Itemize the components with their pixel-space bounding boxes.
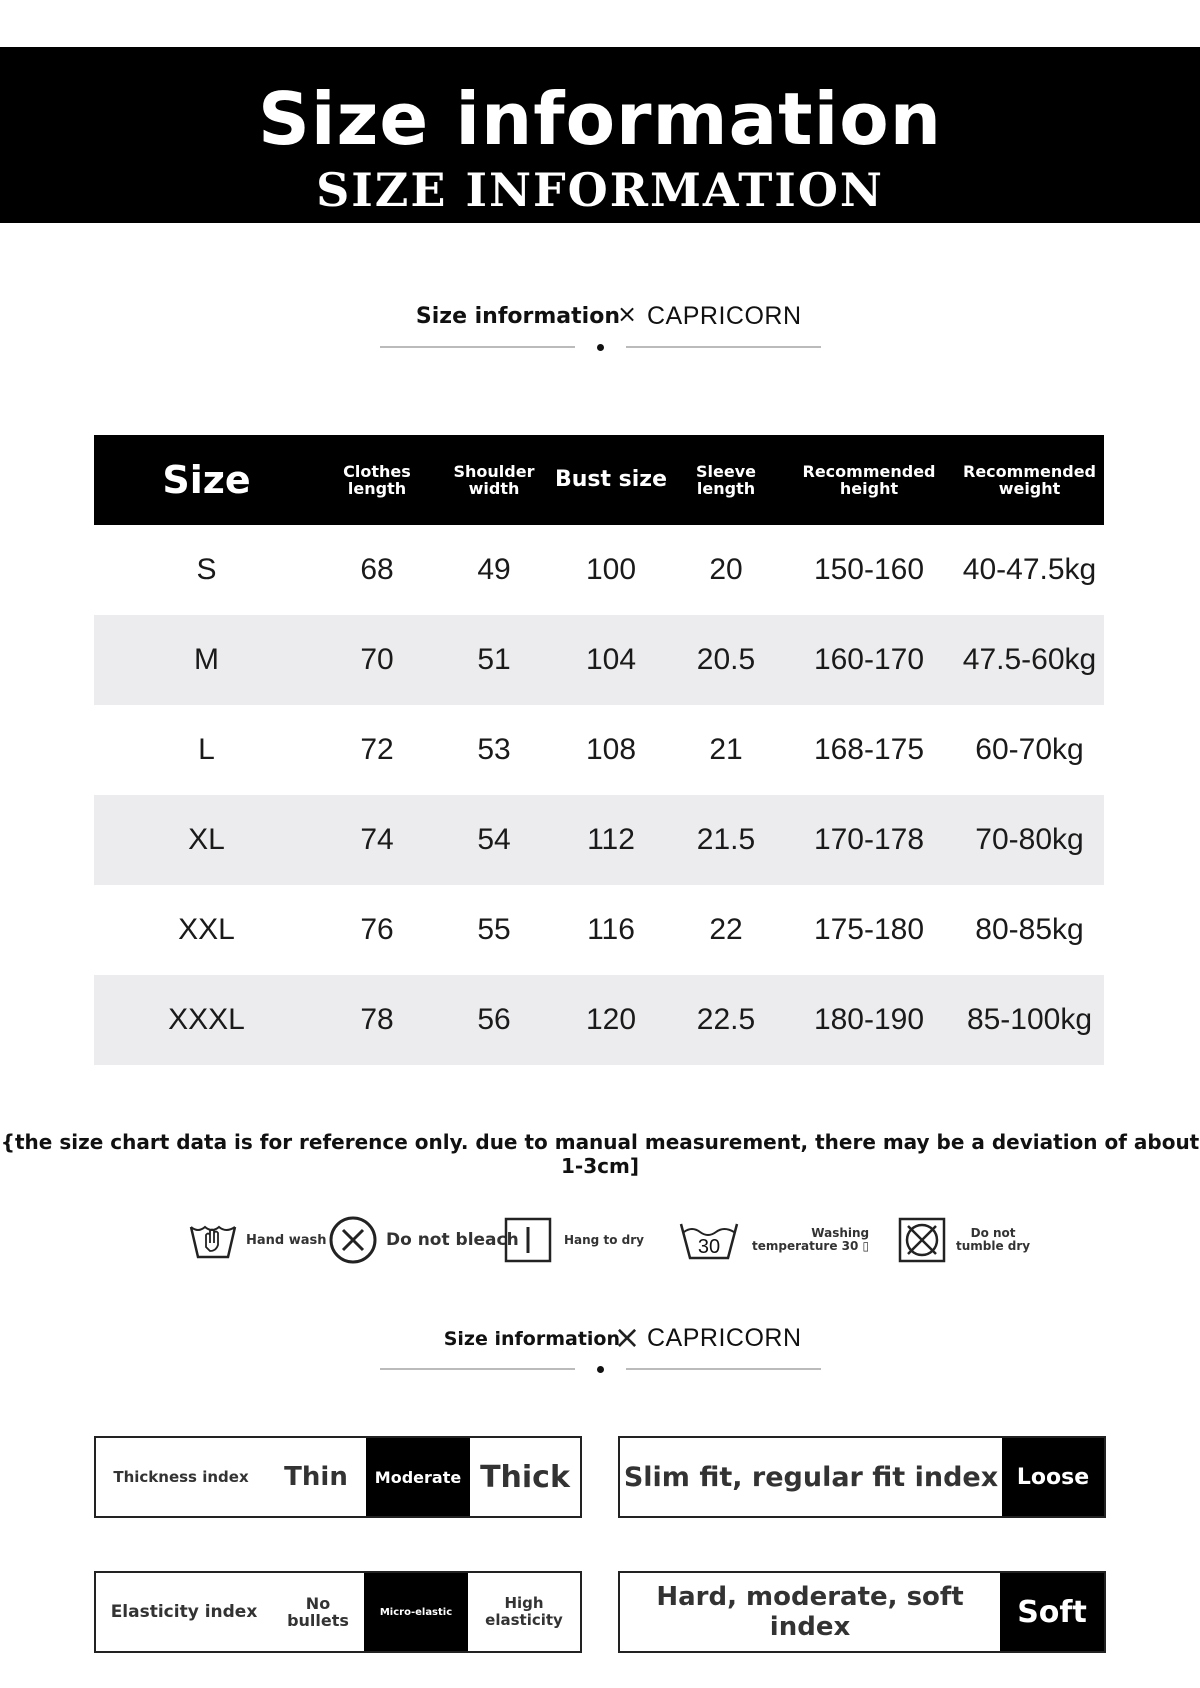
table-row [94, 885, 1104, 975]
table-row [94, 795, 1104, 885]
table-cell: XXL [178, 913, 235, 946]
divider-line-right [626, 1368, 821, 1370]
wash-temp-line2: temperature 30 ▯ [752, 1239, 870, 1253]
table-cell: 21 [709, 733, 743, 766]
divider-dot [597, 1366, 604, 1373]
banner-title: Size information [257, 77, 942, 161]
section-heading-right: CAPRICORN [647, 302, 802, 330]
header-banner [0, 47, 1200, 223]
table-row [94, 975, 1104, 1065]
section-heading-sep: × [616, 300, 638, 328]
thickness-option-moderate: Moderate [366, 1438, 470, 1516]
table-cell: 68 [360, 553, 394, 586]
table-row [94, 705, 1104, 795]
section-heading-left: Size information [443, 1328, 620, 1350]
table-cell: 104 [585, 643, 637, 676]
do-not-bleach-icon [328, 1215, 378, 1265]
care-hand-wash [188, 1210, 327, 1270]
care-wash-30 [678, 1210, 869, 1270]
table-cell: 22 [709, 913, 743, 946]
no-tumble-line1: Do not [970, 1226, 1016, 1240]
table-cell: 54 [477, 823, 511, 856]
do-not-tumble-dry-icon [898, 1217, 946, 1263]
measurement-note: {the size chart data is for reference only. due to manual measurement, there may be a deviation of about 1-3cm] [0, 1130, 1200, 1178]
table-cell: 72 [360, 733, 394, 766]
wash-30-icon [678, 1218, 740, 1262]
hand-wash-icon [188, 1217, 238, 1263]
header-clothes-length: Clothes length [343, 462, 411, 498]
banner-subtitle: SIZE INFORMATION [316, 163, 884, 217]
table-cell: 55 [477, 913, 511, 946]
section-heading-sep: × [613, 1318, 641, 1356]
hang-to-dry-icon [504, 1217, 552, 1263]
table-cell: 51 [477, 643, 511, 676]
table-row [94, 615, 1104, 705]
table-cell: 80-85kg [975, 913, 1084, 946]
table-cell: 22.5 [696, 1003, 756, 1036]
table-cell: 20.5 [696, 643, 756, 676]
thickness-option-thin: Thin [284, 1462, 348, 1492]
section-heading-right: CAPRICORN [647, 1324, 802, 1352]
elasticity-option-none: No bullets [287, 1594, 349, 1630]
table-cell: 21.5 [696, 823, 756, 856]
table-cell: XL [188, 823, 225, 856]
fit-index-label: Slim fit, regular fit index [623, 1461, 999, 1493]
table-cell: 60-70kg [975, 733, 1084, 766]
thickness-index-label: Thickness index [113, 1468, 249, 1486]
fit-index-box [618, 1436, 1106, 1518]
section-heading-left: Size information [415, 304, 620, 329]
table-cell: 168-175 [813, 733, 925, 766]
care-label-hang-dry: Hang to dry [564, 1233, 644, 1247]
table-cell: 112 [587, 823, 635, 856]
table-cell: 47.5-60kg [962, 643, 1097, 676]
wash-temp-line1: Washing [811, 1226, 870, 1240]
table-cell: 85-100kg [966, 1003, 1093, 1036]
table-cell: 78 [360, 1003, 394, 1036]
softness-index-box [618, 1571, 1106, 1653]
section-heading-size [380, 300, 820, 360]
fit-option-loose: Loose [1002, 1438, 1104, 1516]
thickness-index-box [94, 1436, 582, 1518]
table-cell: 100 [585, 553, 637, 586]
table-cell: 56 [477, 1003, 511, 1036]
header-shoulder-width: Shoulder width [453, 462, 535, 498]
table-cell: 53 [477, 733, 511, 766]
table-cell: 76 [360, 913, 394, 946]
table-cell: 175-180 [813, 913, 925, 946]
table-cell: XXXL [168, 1003, 245, 1036]
divider-line-right [626, 346, 821, 348]
table-cell: 70-80kg [975, 823, 1084, 856]
care-label-no-bleach: Do not bleach [386, 1230, 519, 1250]
care-label-wash-temp [752, 1227, 869, 1253]
table-row [94, 525, 1104, 615]
care-label-hand-wash: Hand wash [246, 1232, 327, 1248]
section-heading-fabric [380, 1318, 820, 1382]
table-cell: S [196, 553, 217, 586]
table-cell: L [198, 733, 215, 766]
elasticity-index-box [94, 1571, 582, 1653]
table-cell: 180-190 [813, 1003, 925, 1036]
softness-option-soft: Soft [1000, 1573, 1104, 1651]
size-table [94, 435, 1104, 1065]
divider-line-left [380, 346, 575, 348]
table-cell: 160-170 [813, 643, 925, 676]
care-no-tumble [898, 1210, 1030, 1270]
table-cell: 20 [709, 553, 743, 586]
softness-index-label: Hard, moderate, soft index [656, 1582, 964, 1642]
header-recommended-height: Recommended height [802, 462, 936, 498]
table-cell: 70 [360, 643, 394, 676]
table-cell: 108 [585, 733, 637, 766]
header-recommended-weight: Recommended weight [963, 462, 1096, 498]
header-sleeve-length: Sleeve length [696, 462, 756, 498]
thickness-option-thick: Thick [480, 1459, 570, 1495]
table-header [94, 435, 1104, 525]
no-tumble-line2: tumble dry [956, 1239, 1031, 1253]
table-cell: 40-47.5kg [962, 553, 1097, 586]
table-cell: 74 [360, 823, 394, 856]
table-cell: 116 [587, 913, 635, 946]
elasticity-index-label: Elasticity index [110, 1602, 258, 1622]
table-cell: 49 [477, 553, 511, 586]
care-label-no-tumble [956, 1227, 1030, 1253]
table-cell: M [194, 643, 219, 676]
header-bust-size: Bust size [554, 467, 668, 492]
header-size: Size [162, 458, 251, 502]
table-cell: 150-160 [813, 553, 925, 586]
table-cell: 120 [585, 1003, 637, 1036]
care-no-bleach [328, 1210, 519, 1270]
table-cell: 170-178 [813, 823, 925, 856]
wash-temp-number: 30 [697, 1236, 721, 1258]
care-hang-dry [504, 1210, 644, 1270]
divider-line-left [380, 1368, 575, 1370]
divider-dot [597, 344, 604, 351]
elasticity-option-high: High elasticity [485, 1594, 563, 1629]
elasticity-option-micro: Micro-elastic [364, 1573, 468, 1651]
